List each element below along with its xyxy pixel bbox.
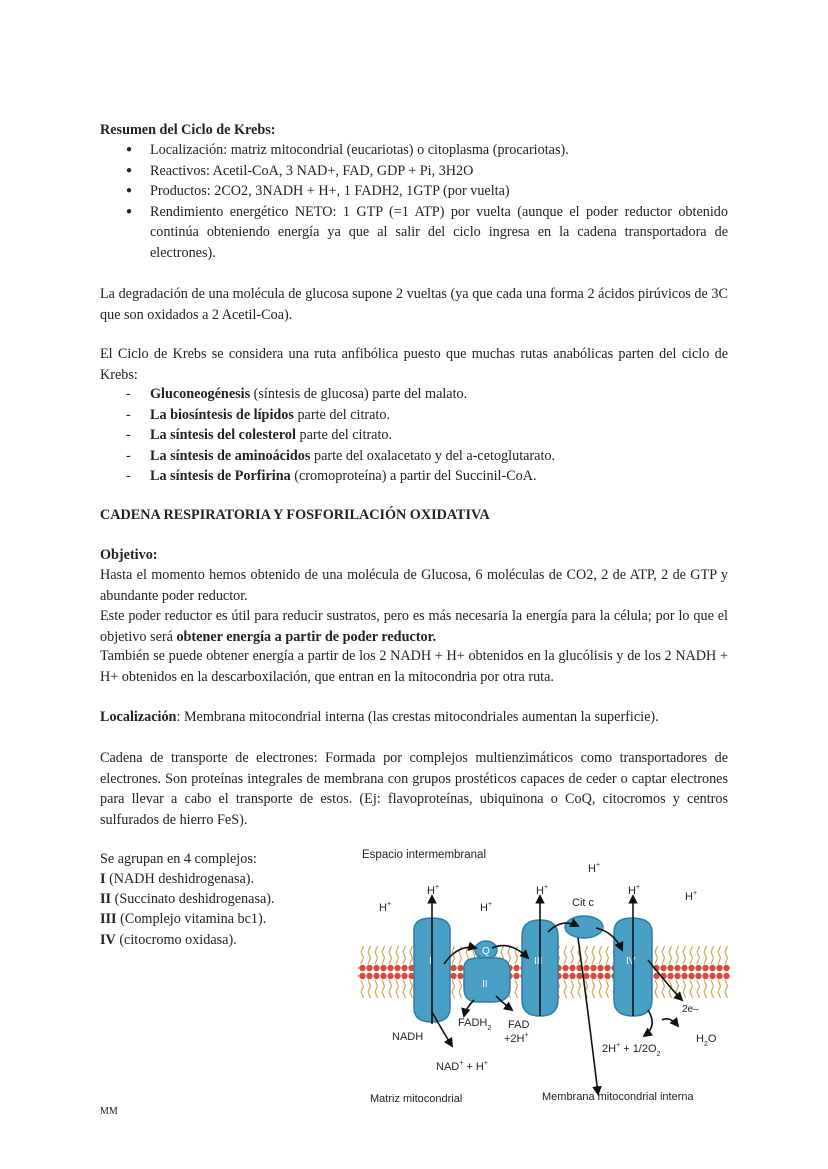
localization-paragraph: Localización: Membrana mitocondrial interna (las crestas mitocondriales aumentan la superficie). <box>100 709 659 725</box>
transport-chain-paragraph: Cadena de transporte de electrones: Formada por complejos multienzimáticos como transportadores de electrones. Son proteínas integrales de membrana con grupos prostéticos capaces de ceder o captar electrones para llevar a cabo el transporte de estos. (Ej: flavoproteínas, ubiquinona o CoQ, citocromos y centros sulfurados de hierro FeS). <box>100 750 728 828</box>
water-label: $H_2O$ <box>696 1033 717 1048</box>
list-item: ● Localización: matriz mitocondrial (eucariotas) o citoplasma (procariotas). <box>100 140 728 161</box>
matrix-label: Matriz mitocondrial <box>370 1093 463 1105</box>
cytochrome-c-label: Cit c <box>572 897 594 909</box>
glucose-paragraph: La degradación de una molécula de glucosa supone 2 vueltas (ya que cada una forma 2 ácidos pirúvicos de 3C que son oxidados a 2 Acetil-Coa). <box>100 286 728 323</box>
cytochrome-c-shape <box>565 916 603 938</box>
proton-label: H+ <box>588 862 601 875</box>
nad-label: NAD+ + H+ <box>436 1060 488 1073</box>
list-item: ● Reactivos: Acetil-CoA, 3 NAD+, FAD, GDP + Pi, 3H2O <box>100 161 728 182</box>
list-item: - La síntesis de Porfirina (cromoproteína) a partir del Succinil-CoA. <box>100 466 555 487</box>
complex-ii-label: II <box>482 979 488 990</box>
objective-p2: Este poder reductor es útil para reducir sustratos, pero es más necesaria la energía para la célula; por lo que el objetivo será obtener energía a partir de poder reductor. <box>100 608 728 645</box>
ubiquinone-label: Q <box>482 946 490 957</box>
complex-item: III (Complejo vitamina bc1). <box>100 911 267 927</box>
list-item: - La síntesis del colesterol parte del citrato. <box>100 425 555 446</box>
proton-label: H+ <box>480 901 493 914</box>
list-item: - La biosíntesis de lípidos parte del citrato. <box>100 405 555 426</box>
proton-label: H+ <box>427 884 440 897</box>
electron-transport-chain-figure <box>352 840 732 1112</box>
list-item: ● Rendimiento energético NETO: 1 GTP (=1 ATP) por vuelta (aunque el poder reductor obtenido continúa obteniendo energía ya que al salir del ciclo ingresa en la cadena transportadora de electrones). <box>100 202 728 264</box>
electrons-label: 2e– <box>682 1004 699 1015</box>
proton-label: H+ <box>628 884 641 897</box>
objective-p3: También se puede obtener energía a partir de los 2 NADH + H+ obtenidos en la glucólisis y de los 2 NADH + H+ obtenidos en la descarboxilación, que entran en la mitocondria por otra ruta. <box>100 648 728 685</box>
proton-labels <box>379 862 697 914</box>
complex-i-label: I <box>429 956 432 967</box>
objective-p1: Hasta el momento hemos obtenido de una molécula de Glucosa, 6 moléculas de CO2, 2 de ATP, 2 de GTP y abundante poder reductor. <box>100 567 728 604</box>
inner-membrane-label: Membrana mitocondrial interna <box>542 1091 694 1103</box>
complex-item: II (Succinato deshidrogenasa). <box>100 891 275 907</box>
list-item: ● Productos: 2CO2, 3NADH + H+, 1 FADH2, 1GTP (por vuelta) <box>100 181 728 202</box>
krebs-summary-heading: Resumen del Ciclo de Krebs: <box>100 122 276 138</box>
complex-item: I (NADH deshidrogenasa). <box>100 871 255 887</box>
nadh-label: NADH <box>392 1031 424 1043</box>
fadh2-label: $FADH_2$ <box>458 1017 492 1032</box>
oxygen-label: $2H^+ + 1/2O_2$ <box>602 1042 661 1058</box>
fad-label: FAD <box>508 1019 530 1031</box>
complex-iv-label: IV <box>626 956 636 967</box>
anabolic-routes-list <box>100 384 555 487</box>
complex-iii-label: III <box>534 956 543 967</box>
proton-label: H+ <box>536 884 549 897</box>
proton-label: H+ <box>379 901 392 914</box>
amphibolic-intro: El Ciclo de Krebs se considera una ruta anfibólica puesto que muchas rutas anabólicas parten del ciclo de Krebs: <box>100 346 728 383</box>
section-title: CADENA RESPIRATORIA Y FOSFORILACIÓN OXIDATIVA <box>100 507 490 523</box>
footer-initials: MM <box>100 1106 118 1117</box>
complex-item: IV (citocromo oxidasa). <box>100 932 237 948</box>
proton-label: H+ <box>685 890 698 903</box>
intermembrane-label: Espacio intermembranal <box>362 849 487 861</box>
list-item: - Gluconeogénesis (síntesis de glucosa) parte del malato. <box>100 384 555 405</box>
objective-heading: Objetivo: <box>100 547 158 563</box>
complexes-intro: Se agrupan en 4 complejos: <box>100 851 257 867</box>
fad-2h-label: +2H+ <box>504 1032 529 1045</box>
krebs-summary-list <box>100 140 728 263</box>
list-item: - La síntesis de aminoácidos parte del oxalacetato y del a-cetoglutarato. <box>100 446 555 467</box>
